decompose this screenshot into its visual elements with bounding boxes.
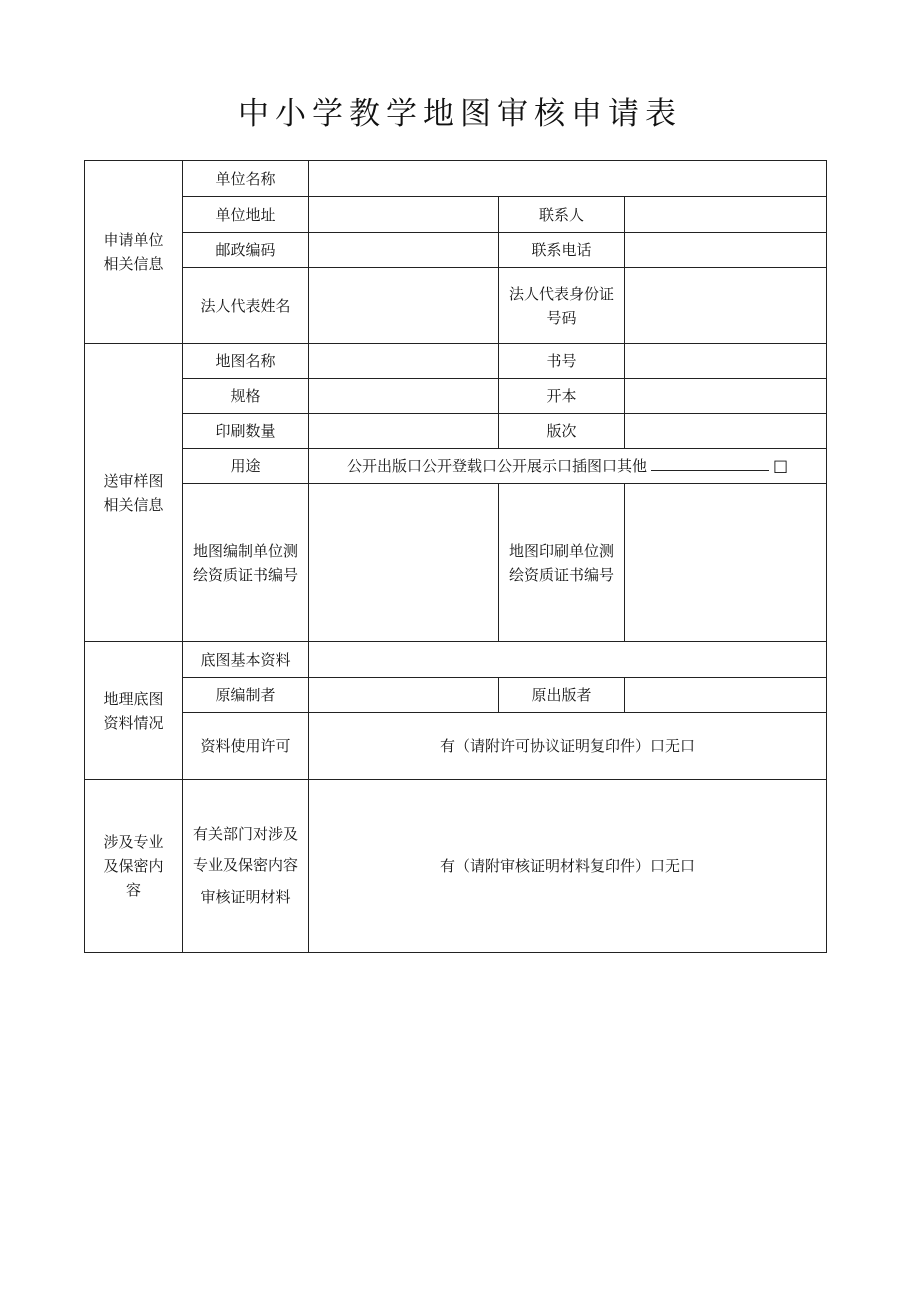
- field-format[interactable]: [625, 379, 827, 414]
- section-base-map-info: 地理底图 资料情况: [85, 642, 183, 780]
- field-basic-data[interactable]: [309, 642, 827, 678]
- field-contact-phone[interactable]: [625, 233, 827, 268]
- label-unit-address: 单位地址: [183, 197, 309, 233]
- label-postal-code: 邮政编码: [183, 233, 309, 268]
- label-basic-data: 底图基本资料: [183, 642, 309, 678]
- section-security-info: 涉及专业 及保密内 容: [85, 780, 183, 953]
- label-map-name: 地图名称: [183, 344, 309, 379]
- application-form-table: [84, 160, 827, 953]
- field-unit-address[interactable]: [309, 197, 499, 233]
- label-legal-rep-name: 法人代表姓名: [183, 268, 309, 344]
- label-book-number: 书号: [499, 344, 625, 379]
- field-compiler-cert[interactable]: [309, 484, 499, 642]
- usage-options-text: 公开出版口公开登载口公开展示口插图口其他: [346, 457, 647, 476]
- label-printer-cert: 地图印刷单位测 绘资质证书编号: [499, 484, 625, 642]
- label-usage: 用途: [183, 449, 309, 484]
- field-original-publisher[interactable]: [625, 678, 827, 713]
- label-security-material: 有关部门对涉及 专业及保密内容 审核证明材料: [183, 780, 309, 953]
- field-legal-rep-id[interactable]: [625, 268, 827, 344]
- usage-other-checkbox[interactable]: □: [772, 456, 789, 476]
- field-legal-rep-name[interactable]: [309, 268, 499, 344]
- field-map-name[interactable]: [309, 344, 499, 379]
- section-sample-info: 送审样图 相关信息: [85, 344, 183, 642]
- label-compiler-cert: 地图编制单位测 绘资质证书编号: [183, 484, 309, 642]
- label-edition: 版次: [499, 414, 625, 449]
- label-specification: 规格: [183, 379, 309, 414]
- section-applicant-info: 申请单位 相关信息: [85, 161, 183, 344]
- page-title: 中小学教学地图审核申请表: [238, 96, 682, 132]
- label-usage-permit: 资料使用许可: [183, 713, 309, 780]
- usage-other-blank[interactable]: [651, 456, 769, 471]
- field-unit-name[interactable]: [309, 161, 827, 197]
- field-postal-code[interactable]: [309, 233, 499, 268]
- label-format: 开本: [499, 379, 625, 414]
- label-print-quantity: 印刷数量: [183, 414, 309, 449]
- field-specification[interactable]: [309, 379, 499, 414]
- field-original-compiler[interactable]: [309, 678, 499, 713]
- label-original-compiler: 原编制者: [183, 678, 309, 713]
- field-print-quantity[interactable]: [309, 414, 499, 449]
- label-contact: 联系人: [499, 197, 625, 233]
- label-legal-rep-id: 法人代表身份证 号码: [499, 268, 625, 344]
- field-usage-permit[interactable]: 有（请附许可协议证明复印件）口无口: [309, 713, 827, 780]
- field-contact[interactable]: [625, 197, 827, 233]
- field-printer-cert[interactable]: [625, 484, 827, 642]
- field-security-material[interactable]: 有（请附审核证明材料复印件）口无口: [309, 780, 827, 953]
- field-edition[interactable]: [625, 414, 827, 449]
- label-original-publisher: 原出版者: [499, 678, 625, 713]
- field-usage-options[interactable]: [309, 449, 827, 484]
- label-contact-phone: 联系电话: [499, 233, 625, 268]
- label-unit-name: 单位名称: [183, 161, 309, 197]
- field-book-number[interactable]: [625, 344, 827, 379]
